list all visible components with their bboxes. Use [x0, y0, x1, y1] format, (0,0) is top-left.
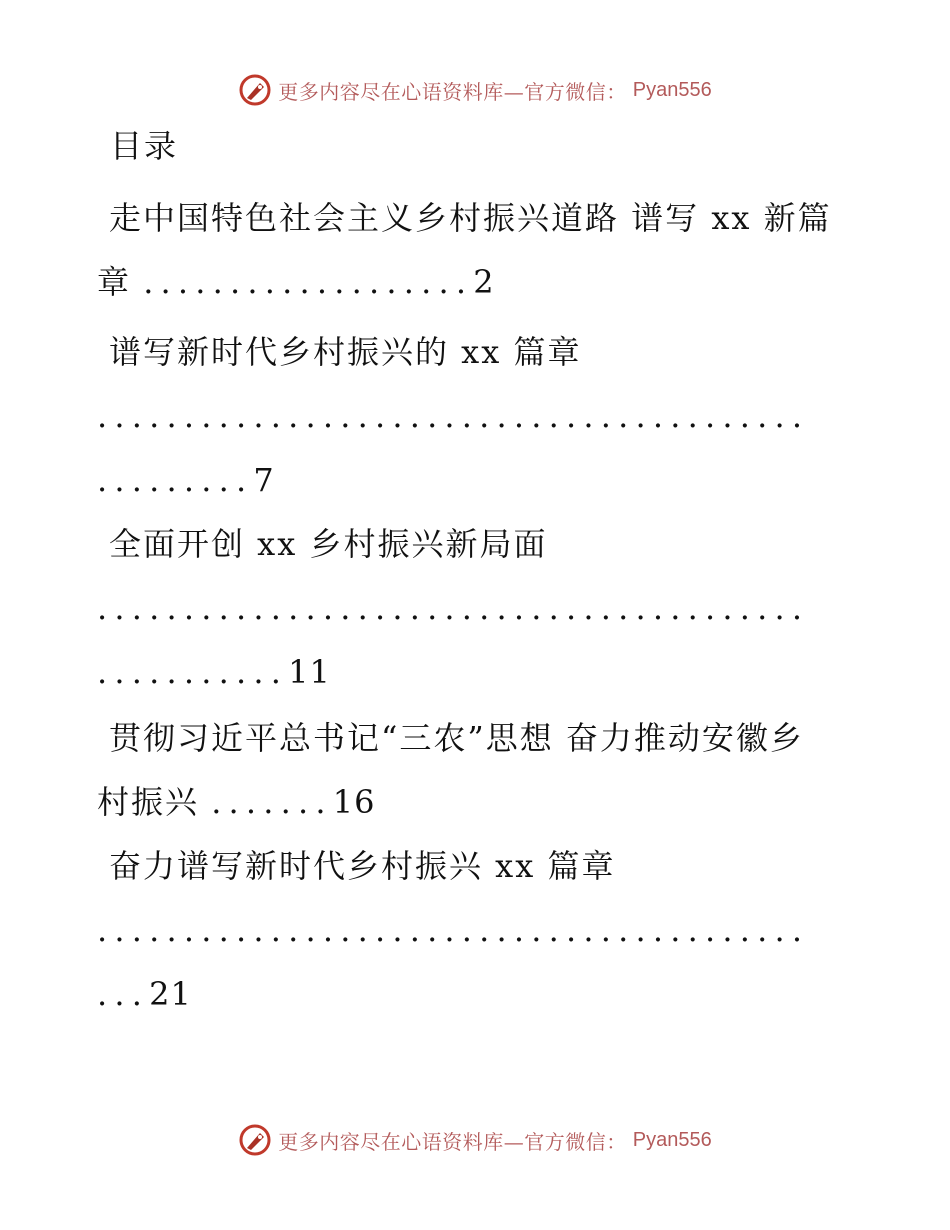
toc-entry-5-full-dots: .........................................	[97, 911, 810, 949]
header-banner	[0, 70, 950, 110]
toc-entry-5[interactable]	[97, 834, 842, 1026]
toc-title: 目录	[110, 127, 179, 165]
toc-entry-4[interactable]	[97, 706, 842, 834]
toc-entry-4-lead: 村振兴	[97, 783, 212, 821]
header-banner-wechat-id: Pyan556	[632, 78, 712, 101]
toc-entry-3-page: 11	[288, 653, 331, 691]
footer-banner-text: 更多内容尽在心语资料库—官方微信：	[278, 1129, 627, 1154]
toc-entry-2-full-dots: .........................................	[97, 397, 810, 435]
footer-banner-inner	[238, 1123, 711, 1157]
toc-entry-5-page: 21	[149, 975, 192, 1013]
toc-entry-5-dot-line	[97, 898, 842, 962]
toc-entry-4-page: 16	[332, 783, 376, 821]
toc-entry-3-dots: ...........	[97, 653, 289, 691]
toc-entry-3-title: 全面开创 xx 乡村振兴新局面	[109, 525, 548, 563]
toc-entry-5-title: 奋力谱写新时代乡村振兴 xx 篇章	[109, 847, 616, 885]
toc-entry-2-dots: .........	[97, 461, 254, 499]
pen-nib-logo-icon	[238, 73, 272, 107]
toc-entry-4-dots: .......	[211, 783, 333, 821]
pen-nib-logo-icon	[238, 1123, 272, 1157]
toc-entry-1-title: 走中国特色社会主义乡村振兴道路 谱写 xx 新篇	[109, 199, 832, 237]
toc-entry-2-tail	[97, 448, 842, 512]
header-banner-text: 更多内容尽在心语资料库—官方微信：	[278, 79, 627, 104]
toc-entry-5-tail	[97, 962, 842, 1026]
toc-entry-5-dots: ...	[97, 975, 150, 1013]
toc-entry-1-dots: ...................	[143, 263, 474, 301]
toc-entry-2-page: 7	[253, 461, 275, 499]
toc-entry-4-title: 贯彻习近平总书记“三农”思想 奋力推动安徽乡	[109, 719, 804, 757]
toc-entry-2-title: 谱写新时代乡村振兴的 xx 篇章	[109, 333, 582, 371]
toc-entry-1[interactable]	[97, 186, 842, 314]
toc-entry-2-dot-line	[97, 384, 842, 448]
toc-entry-3[interactable]	[97, 512, 842, 704]
toc-entry-1-tail	[97, 250, 842, 314]
toc-entry-4-tail	[97, 770, 842, 834]
header-banner-inner	[238, 73, 711, 107]
footer-banner-wechat-id: Pyan556	[632, 1128, 712, 1151]
toc-entry-1-page: 2	[473, 263, 495, 301]
toc-entry-1-lead: 章	[97, 263, 144, 301]
toc-entry-2[interactable]	[97, 320, 842, 512]
footer-banner	[0, 1120, 950, 1160]
toc-entry-3-tail	[97, 640, 842, 704]
toc-entry-3-dot-line	[97, 576, 842, 640]
toc-entry-3-full-dots: .........................................	[97, 589, 810, 627]
